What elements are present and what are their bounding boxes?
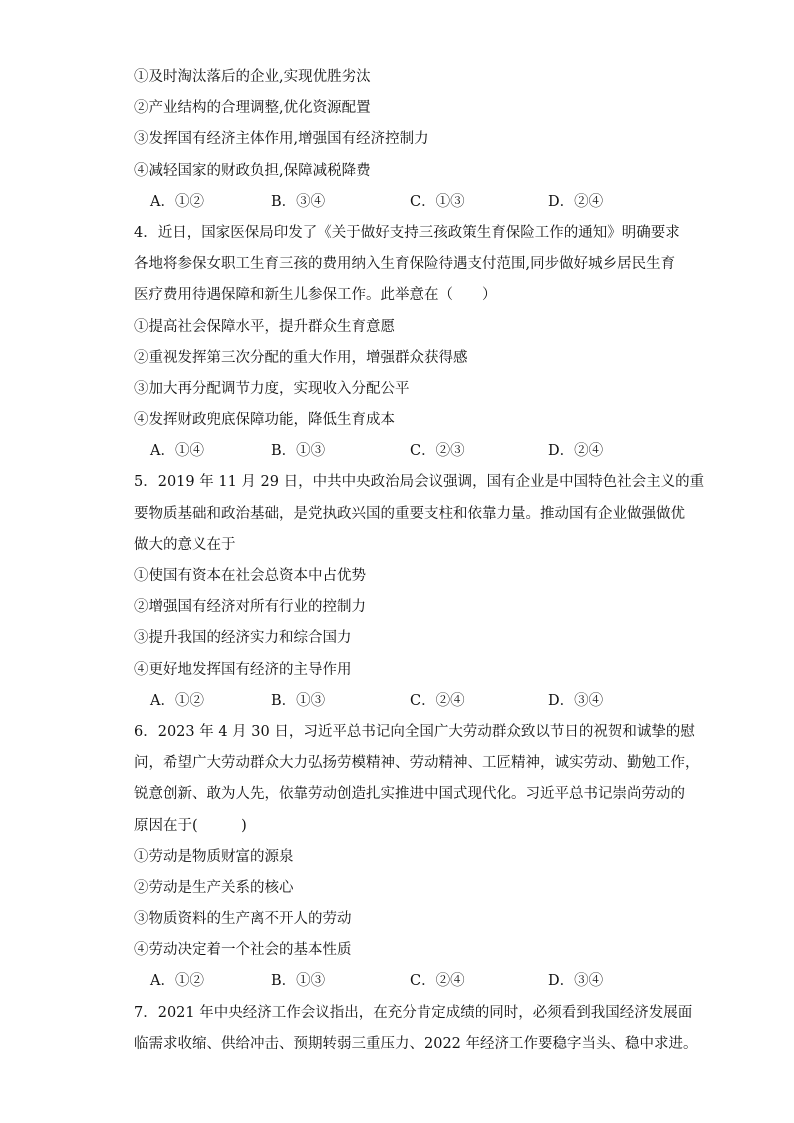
q6-option-3: ③物质资料的生产离不开人的劳动 xyxy=(134,911,352,928)
q3-option-1: ①及时淘汰落后的企业,实现优胜劣汰 xyxy=(134,69,371,85)
q4-choice-b: B．①③ xyxy=(271,443,326,460)
q6-option-2: ②劳动是生产关系的核心 xyxy=(134,879,294,896)
q5-option-2: ②增强国有经济对所有行业的控制力 xyxy=(134,599,366,616)
q5-option-1: ①使国有资本在社会总资本中占优势 xyxy=(134,568,366,584)
q3-option-2: ②产业结构的合理调整,优化资源配置 xyxy=(134,100,371,117)
q4-option-1: ①提高社会保障水平，提升群众生育意愿 xyxy=(134,318,395,335)
q4-choice-a: A．①④ xyxy=(150,443,204,460)
q4-choices xyxy=(134,436,674,467)
q6-stem-line-3: 锐意创新、敢为人先，依靠劳动创造扎实推进中国式现代化。习近平总书记崇尚劳动的 xyxy=(134,786,685,803)
q4-option-2: ②重视发挥第三次分配的重大作用，增强群众获得感 xyxy=(134,349,468,366)
q5-choice-a: A．①② xyxy=(150,692,204,709)
q5-choice-c: C．②④ xyxy=(410,692,465,709)
q6-stem-line-4: 原因在于( ) xyxy=(134,817,247,834)
q3-option-3: ③发挥国有经济主体作用,增强国有经济控制力 xyxy=(134,131,429,148)
q6-choices xyxy=(134,966,674,997)
q5-choices xyxy=(134,686,674,717)
q6-choice-a: A．①② xyxy=(150,973,204,990)
q3-choice-a: A．①② xyxy=(150,193,204,210)
q3-option-4: ④减轻国家的财政负担,保障减税降费 xyxy=(134,162,371,179)
q4-stem-line-2: 各地将参保女职工生育三孩的费用纳入生育保险待遇支付范围,同步做好城乡居民生育 xyxy=(134,256,676,273)
q3-choices xyxy=(134,187,674,218)
q4-choice-d: D．②④ xyxy=(548,443,604,460)
q6-option-4: ④劳动决定着一个社会的基本性质 xyxy=(134,942,352,959)
q5-stem-line-1: 5．2019 年 11 月 29 日，中共中央政治局会议强调，国有企业是中国特色社会主义的重 xyxy=(134,474,705,491)
q6-option-1: ①劳动是物质财富的源泉 xyxy=(134,848,294,865)
q5-choice-d: D．③④ xyxy=(548,692,604,709)
q6-choice-b: B．①③ xyxy=(271,973,326,990)
q6-stem-line-1: 6．2023 年 4 月 30 日，习近平总书记向全国广大劳动群众致以节日的祝贺和诚挚的慰 xyxy=(134,723,695,740)
q7-stem-line-1: 7．2021 年中央经济工作会议指出，在充分肯定成绩的同时，必须看到我国经济发展面 xyxy=(134,1004,693,1021)
q4-stem-line-3: 医疗费用待遇保障和新生儿参保工作。此举意在（ ） xyxy=(134,287,497,304)
q3-choice-d: D．②④ xyxy=(548,193,604,210)
q5-stem-line-2: 要物质基础和政治基础，是党执政兴国的重要支柱和依靠力量。推动国有企业做强做优 xyxy=(134,505,685,522)
q5-stem-line-3: 做大的意义在于 xyxy=(134,536,236,553)
q5-option-4: ④更好地发挥国有经济的主导作用 xyxy=(134,661,352,678)
q6-choice-c: C．②④ xyxy=(410,973,465,990)
q6-stem-line-2: 问，希望广大劳动群众大力弘扬劳模精神、劳动精神、工匠精神，诚实劳动、勤勉工作， xyxy=(134,755,700,772)
q5-choice-b: B．①③ xyxy=(271,692,326,709)
q3-choice-b: B．③④ xyxy=(271,193,326,210)
q4-stem-line-1: 4．近日，国家医保局印发了《关于做好支持三孩政策生育保险工作的通知》明确要求 xyxy=(134,224,680,241)
q4-choice-c: C．②③ xyxy=(410,443,465,460)
q7-stem-line-2: 临需求收缩、供给冲击、预期转弱三重压力、2022 年经济工作要稳字当头、稳中求进。 xyxy=(134,1035,698,1052)
q3-choice-c: C．①③ xyxy=(410,193,465,210)
q4-option-4: ④发挥财政兜底保障功能，降低生育成本 xyxy=(134,412,395,429)
q6-choice-d: D．③④ xyxy=(548,973,604,990)
q4-option-3: ③加大再分配调节力度，实现收入分配公平 xyxy=(134,380,410,397)
exam-content xyxy=(134,62,705,1060)
q5-option-3: ③提升我国的经济实力和综合国力 xyxy=(134,630,352,647)
